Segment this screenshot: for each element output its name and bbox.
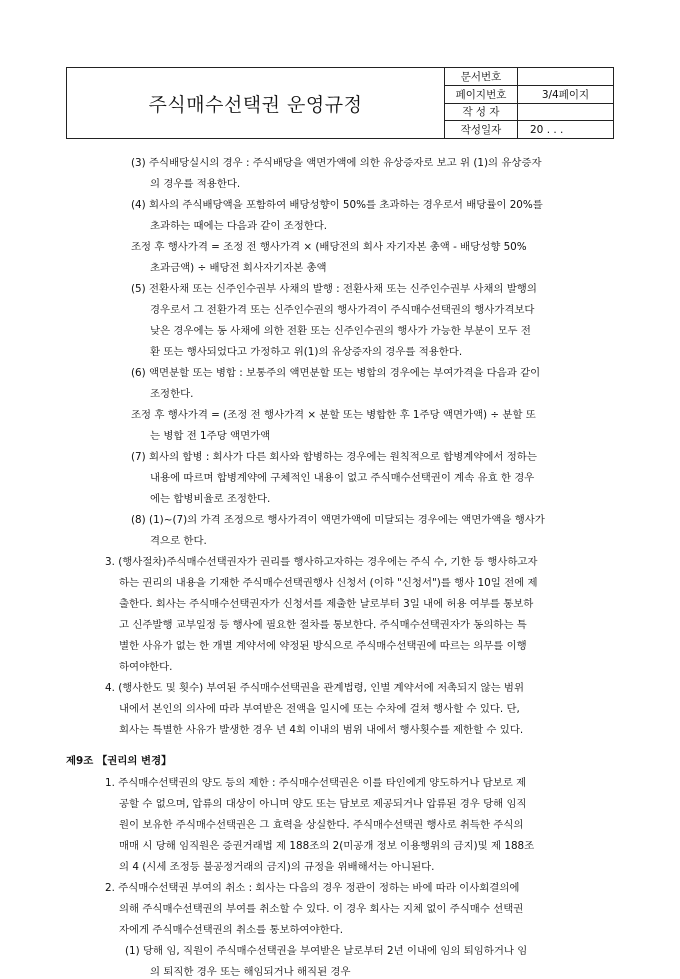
meta-row-date bbox=[445, 121, 613, 138]
paragraph-line: 자에게 주식매수선택권의 취소를 통보하여야한다. bbox=[119, 924, 343, 936]
paragraph-line: 고 신주발행 교부일정 등 행사에 필요한 절차를 통보한다. 주식매수선택권자가 동의하는 특 bbox=[119, 619, 527, 631]
paragraph-line: 하여야한다. bbox=[119, 661, 173, 673]
paragraph-line: 의 퇴직한 경우 또는 해임되거나 해직된 경우 bbox=[150, 966, 351, 978]
meta-label: 페이지번호 bbox=[445, 86, 518, 103]
paragraph-line: 2. 주식매수선택권 부여의 취소 : 회사는 다음의 경우 정관이 정하는 바에 따라 이사회결의에 bbox=[105, 882, 520, 894]
section-heading: 제9조 【권리의 변경】 bbox=[66, 755, 172, 767]
paragraph-line: 3. (행사절차)주식매수선택권자가 권리를 행사하고자하는 경우에는 주식 수, 기한 등 행사하고자 bbox=[105, 556, 538, 568]
paragraph-line: 내용에 따르며 합병계약에 구체적인 내용이 없고 주식매수선택권이 계속 유효 한 경우 bbox=[150, 472, 535, 484]
paragraph-line: 경우로서 그 전환가격 또는 신주인수권의 행사가격이 주식매수선택권의 행사가격보다 bbox=[150, 304, 535, 316]
paragraph-line: 조정한다. bbox=[150, 388, 194, 400]
paragraph-line: 공할 수 없으며, 압류의 대상이 아니며 양도 또는 담보로 제공되거나 압류된 경우 당해 임직 bbox=[119, 798, 527, 810]
paragraph-line: (8) (1)~(7)의 가격 조정으로 행사가격이 액면가액에 미달되는 경우에는 액면가액을 행사가 bbox=[131, 514, 545, 526]
paragraph-line: 에는 합병비율로 조정한다. bbox=[150, 493, 271, 505]
paragraph-line: (7) 회사의 합병 : 회사가 다른 회사와 합병하는 경우에는 원칙적으로 합병계약에서 정하는 bbox=[131, 451, 537, 463]
meta-value: 20 . . . bbox=[530, 123, 564, 136]
meta-label: 작성일자 bbox=[445, 121, 518, 138]
paragraph-line: 의 4 (시세 조정등 불공정거래의 금지)의 규정을 위배해서는 아니된다. bbox=[119, 861, 435, 873]
paragraph-line: (1) 당해 임, 직원이 주식매수선택권을 부여받은 날로부터 2년 이내에 임의 퇴임하거나 임 bbox=[125, 945, 528, 957]
document-meta-table bbox=[445, 68, 613, 138]
paragraph-line: 원이 보유한 주식매수선택권은 그 효력을 상실한다. 주식매수선택권 행사로 취득한 주식의 bbox=[119, 819, 524, 831]
paragraph-line: 격으로 한다. bbox=[150, 535, 207, 547]
paragraph-line: 는 병합 전 1주당 액면가액 bbox=[150, 430, 271, 442]
paragraph-line: 출한다. 회사는 주식매수선택권자가 신청서를 제출한 날로부터 3일 내에 허용 여부를 통보하 bbox=[119, 598, 534, 610]
meta-row-author bbox=[445, 104, 613, 122]
paragraph-line: (4) 회사의 주식배당액을 포함하여 배당성향이 50%를 초과하는 경우로서 배당률이 20%를 bbox=[131, 199, 543, 211]
paragraph-line: 조정 후 행사가격 = 조정 전 행사가격 × (배당전의 회사 자기자본 총액 - 배당성향 50% bbox=[131, 241, 527, 253]
paragraph-line: 1. 주식매수선택권의 양도 등의 제한 : 주식매수선택권은 이를 타인에게 양도하거나 담보로 제 bbox=[105, 777, 527, 789]
paragraph-line: 별한 사유가 없는 한 개별 계약서에 약정된 방식으로 주식매수선택권에 따르는 의무를 이행 bbox=[119, 640, 527, 652]
paragraph-line: 조정 후 행사가격 = (조정 전 행사가격 × 분할 또는 병합한 후 1주당 액면가액) ÷ 분할 또 bbox=[131, 409, 536, 421]
paragraph-line: (3) 주식배당실시의 경우 : 주식배당을 액면가액에 의한 유상증자로 보고 위 (1)의 유상증자 bbox=[131, 157, 542, 169]
paragraph-line: 4. (행사한도 및 횟수) 부여된 주식매수선택권을 관계법령, 인별 계약서에 저촉되지 않는 범위 bbox=[105, 682, 524, 694]
paragraph-line: 내에서 본인의 의사에 따라 부여받은 전액을 일시에 또는 수차에 걸쳐 행사할 수 있다. 단, bbox=[119, 703, 520, 715]
paragraph-line: 의 경우를 적용한다. bbox=[150, 178, 241, 190]
paragraph-line: 매매 시 당해 임직원은 증권거래법 제 188조의 2(미공개 정보 이용행위의 금지)및 제 188조 bbox=[119, 840, 535, 852]
paragraph-line: 낮은 경우에는 동 사채에 의한 전환 또는 신주인수권의 행사가 가능한 부분이 모두 전 bbox=[150, 325, 531, 337]
meta-label: 작 성 자 bbox=[445, 104, 518, 121]
paragraph-line: (5) 전환사채 또는 신주인수권부 사채의 발행 : 전환사채 또는 신주인수권부 사채의 발행의 bbox=[131, 283, 537, 295]
meta-value bbox=[518, 68, 613, 85]
meta-value: 3/4페이지 bbox=[541, 88, 590, 101]
paragraph-line: 의해 주식매수선택권의 부여를 취소할 수 있다. 이 경우 회사는 지체 없이 주식매수 선택권 bbox=[119, 903, 524, 915]
paragraph-line: 회사는 특별한 사유가 발생한 경우 년 4회 이내의 범위 내에서 행사횟수를 제한할 수 있다. bbox=[119, 724, 524, 736]
paragraph-line: 초과하는 때에는 다음과 같이 조정한다. bbox=[150, 220, 328, 232]
meta-value bbox=[518, 104, 613, 121]
meta-row-page-number bbox=[445, 86, 613, 104]
document-header bbox=[66, 67, 614, 139]
paragraph-line: 환 또는 행사되었다고 가정하고 위(1)의 유상증자의 경우를 적용한다. bbox=[150, 346, 463, 358]
document-title: 주식매수선택권 운영규정 bbox=[67, 68, 445, 138]
meta-label: 문서번호 bbox=[445, 68, 518, 85]
meta-row-doc-number bbox=[445, 68, 613, 86]
paragraph-line: (6) 액면분할 또는 병합 : 보통주의 액면분할 또는 병합의 경우에는 부여가격을 다음과 같이 bbox=[131, 367, 541, 379]
paragraph-line: 하는 권리의 내용을 기재한 주식매수선택권행사 신청서 (이하 "신청서")를 행사 10일 전에 제 bbox=[119, 577, 538, 589]
paragraph-line: 초과금액) ÷ 배당전 회사자기자본 총액 bbox=[150, 262, 327, 274]
